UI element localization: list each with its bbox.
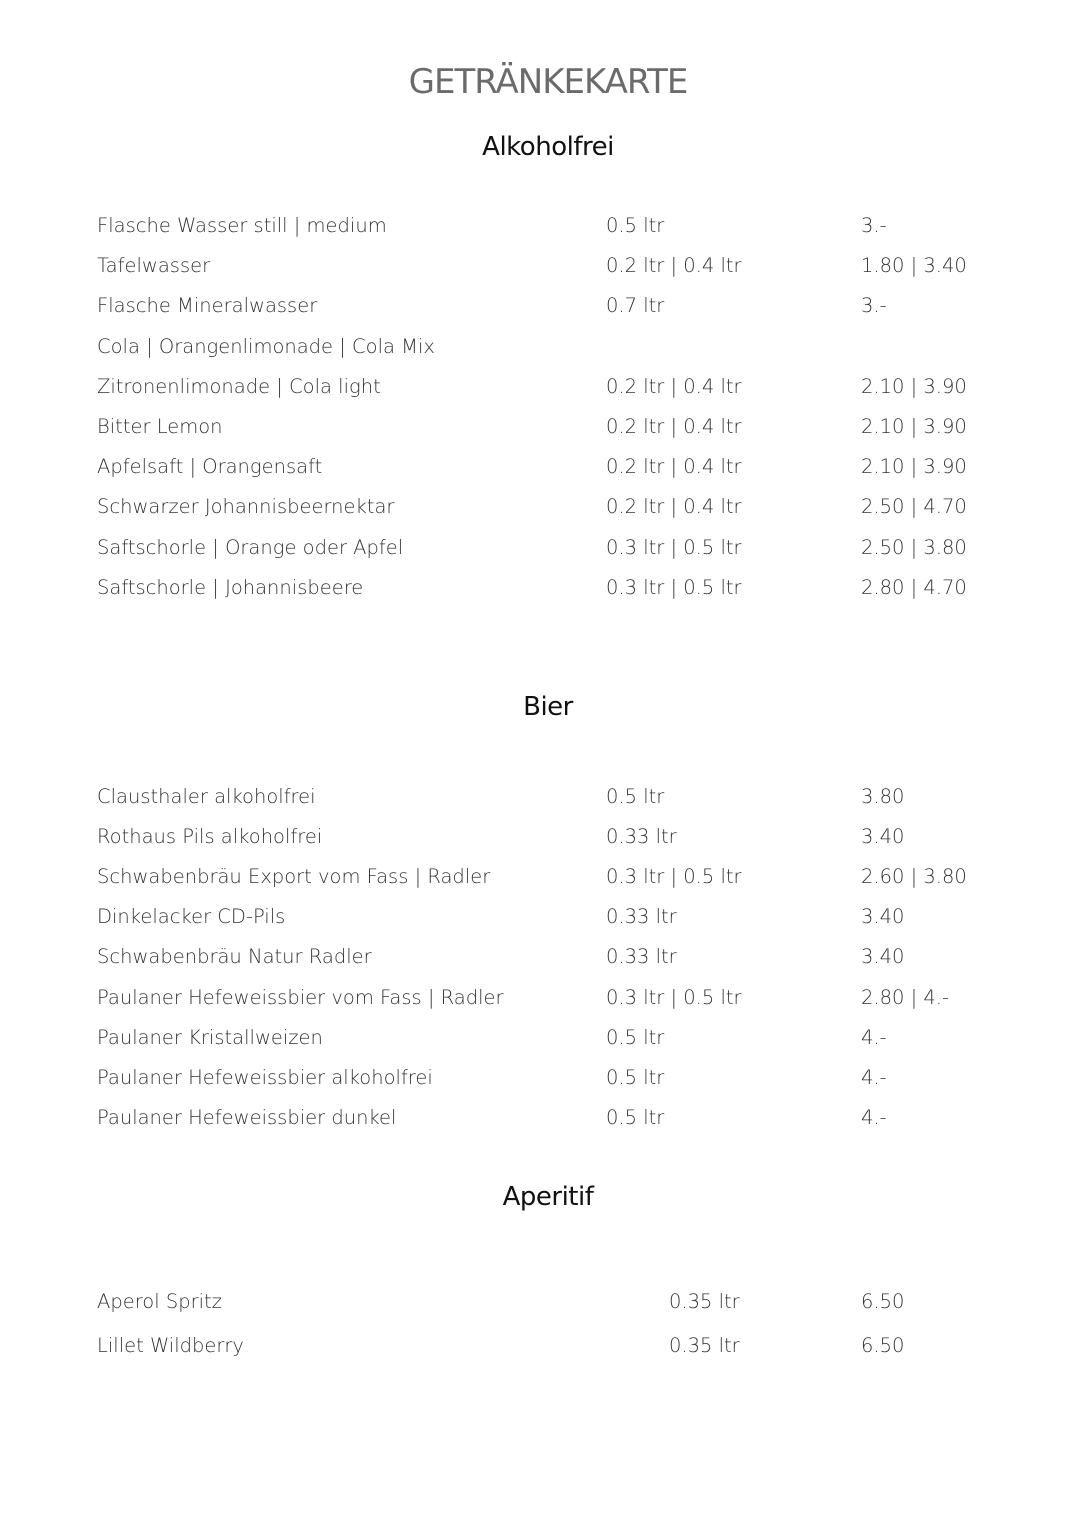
- menu-item: [0, 1290, 1070, 1320]
- item-name: Rothaus Pils alkoholfrei: [97, 825, 323, 848]
- item-price: 3.40: [861, 905, 905, 928]
- item-name: Saftschorle | Johannisbeere: [97, 576, 364, 599]
- item-size: 0.5 ltr: [606, 214, 665, 237]
- item-name: Paulaner Hefeweissbier alkoholfrei: [97, 1066, 433, 1089]
- item-size: 0.3 ltr | 0.5 ltr: [606, 536, 742, 559]
- menu-item: [0, 214, 1070, 244]
- menu-item: [0, 415, 1070, 445]
- item-price: 2.60 | 3.80: [861, 865, 967, 888]
- item-price: 3.80: [861, 785, 905, 808]
- item-size: 0.2 ltr | 0.4 ltr: [606, 375, 742, 398]
- menu-item: [0, 335, 1070, 365]
- menu-item: [0, 1334, 1070, 1364]
- item-name: Paulaner Kristallweizen: [97, 1026, 323, 1049]
- section-heading-bier: Bier: [523, 692, 573, 722]
- section-heading-alkoholfrei: Alkoholfrei: [482, 132, 614, 162]
- item-price: 4.-: [861, 1026, 887, 1049]
- menu-item: [0, 785, 1070, 815]
- menu-item: [0, 986, 1070, 1016]
- item-name: Flasche Mineralwasser: [97, 294, 318, 317]
- menu-item: [0, 825, 1070, 855]
- item-size: 0.35 ltr: [669, 1290, 740, 1313]
- menu-item: [0, 536, 1070, 566]
- item-price: 2.80 | 4.-: [861, 986, 950, 1009]
- item-size: 0.35 ltr: [669, 1334, 740, 1357]
- menu-item: [0, 294, 1070, 324]
- item-name: Paulaner Hefeweissbier vom Fass | Radler: [97, 986, 504, 1009]
- item-price: 4.-: [861, 1106, 887, 1129]
- menu-item: [0, 865, 1070, 895]
- item-size: 0.33 ltr: [606, 905, 677, 928]
- item-name: Zitronenlimonade | Cola light: [97, 375, 381, 398]
- item-price: 3.40: [861, 825, 905, 848]
- item-price: 6.50: [861, 1334, 905, 1357]
- item-price: 2.10 | 3.90: [861, 415, 967, 438]
- item-size: 0.5 ltr: [606, 1066, 665, 1089]
- item-name: Schwarzer Johannisbeernektar: [97, 495, 395, 518]
- item-price: 4.-: [861, 1066, 887, 1089]
- item-name: Cola | Orangenlimonade | Cola Mix: [97, 335, 435, 358]
- item-price: 2.10 | 3.90: [861, 455, 967, 478]
- item-size: 0.7 ltr: [606, 294, 665, 317]
- item-name: Saftschorle | Orange oder Apfel: [97, 536, 404, 559]
- item-price: 3.40: [861, 945, 905, 968]
- page-title: GETRÄNKEKARTE: [408, 62, 688, 102]
- item-name: Schwabenbräu Natur Radler: [97, 945, 372, 968]
- item-price: 3.-: [861, 294, 887, 317]
- item-size: 0.33 ltr: [606, 945, 677, 968]
- item-price: 1.80 | 3.40: [861, 254, 967, 277]
- item-price: 3.-: [861, 214, 887, 237]
- item-size: 0.2 ltr | 0.4 ltr: [606, 415, 742, 438]
- item-size: 0.5 ltr: [606, 785, 665, 808]
- menu-item: [0, 495, 1070, 525]
- section-heading-aperitif: Aperitif: [502, 1182, 594, 1212]
- item-size: 0.33 ltr: [606, 825, 677, 848]
- item-price: 6.50: [861, 1290, 905, 1313]
- item-size: 0.3 ltr | 0.5 ltr: [606, 986, 742, 1009]
- item-name: Tafelwasser: [97, 254, 211, 277]
- menu-item: [0, 455, 1070, 485]
- menu-item: [0, 254, 1070, 284]
- menu-item: [0, 1106, 1070, 1136]
- menu-item: [0, 945, 1070, 975]
- item-name: Clausthaler alkoholfrei: [97, 785, 316, 808]
- item-name: Dinkelacker CD-Pils: [97, 905, 286, 928]
- menu-item: [0, 375, 1070, 405]
- menu-item: [0, 576, 1070, 606]
- item-size: 0.3 ltr | 0.5 ltr: [606, 576, 742, 599]
- menu-item: [0, 905, 1070, 935]
- item-size: 0.2 ltr | 0.4 ltr: [606, 254, 742, 277]
- item-name: Lillet Wildberry: [97, 1334, 244, 1357]
- item-name: Apfelsaft | Orangensaft: [97, 455, 323, 478]
- item-size: 0.2 ltr | 0.4 ltr: [606, 495, 742, 518]
- menu-item: [0, 1066, 1070, 1096]
- item-name: Aperol Spritz: [97, 1290, 222, 1313]
- item-price: 2.80 | 4.70: [861, 576, 967, 599]
- item-size: 0.3 ltr | 0.5 ltr: [606, 865, 742, 888]
- item-name: Bitter Lemon: [97, 415, 223, 438]
- item-size: 0.5 ltr: [606, 1026, 665, 1049]
- item-price: 2.10 | 3.90: [861, 375, 967, 398]
- item-size: 0.2 ltr | 0.4 ltr: [606, 455, 742, 478]
- menu-item: [0, 1026, 1070, 1056]
- item-price: 2.50 | 3.80: [861, 536, 967, 559]
- item-name: Flasche Wasser still | medium: [97, 214, 387, 237]
- item-name: Schwabenbräu Export vom Fass | Radler: [97, 865, 491, 888]
- item-name: Paulaner Hefeweissbier dunkel: [97, 1106, 397, 1129]
- item-size: 0.5 ltr: [606, 1106, 665, 1129]
- item-price: 2.50 | 4.70: [861, 495, 967, 518]
